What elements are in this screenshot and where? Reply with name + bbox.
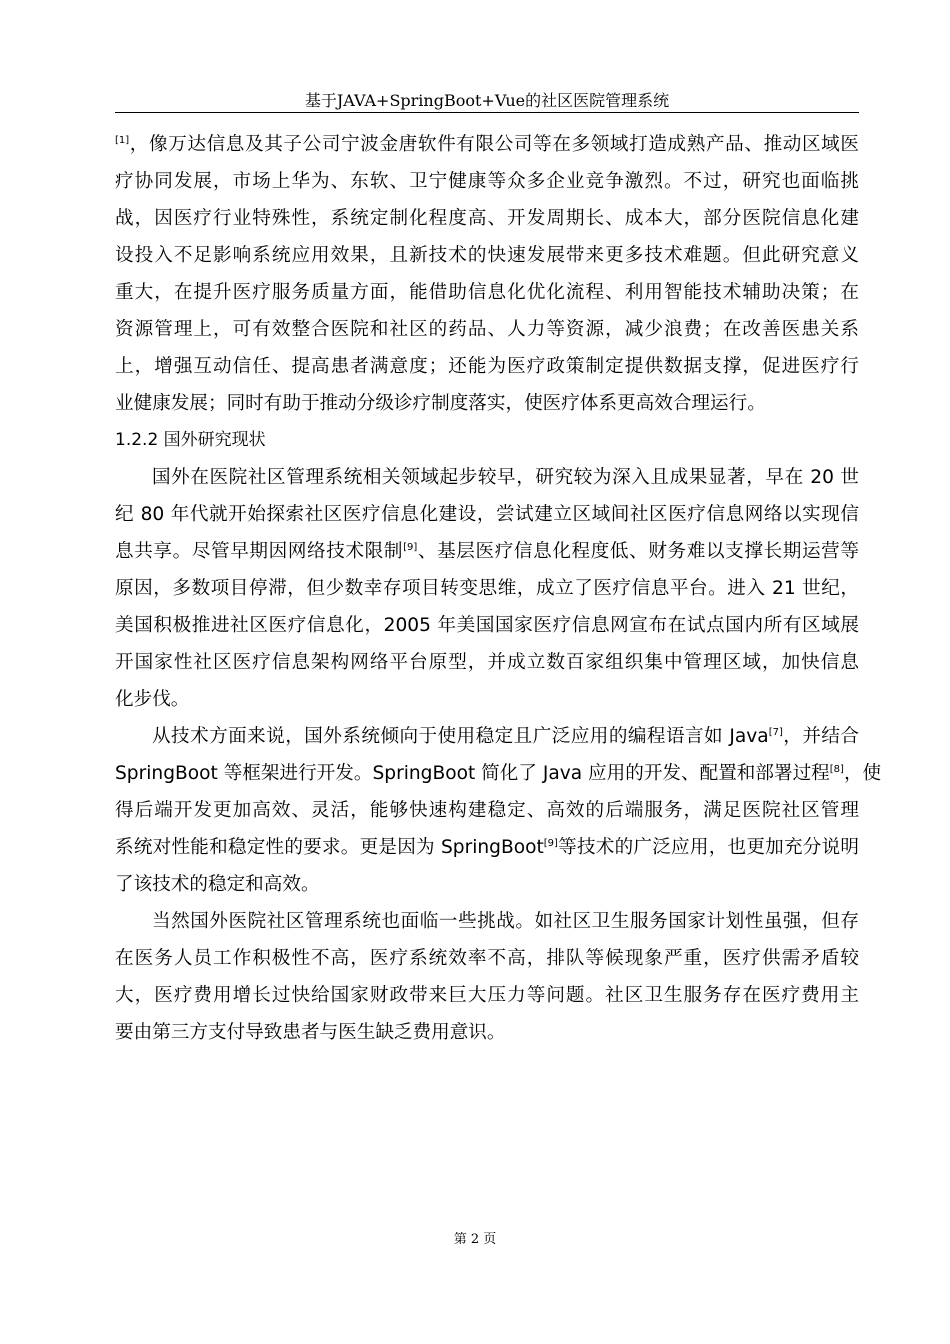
text-line bbox=[115, 533, 859, 570]
line-text: 要由第三方支付导致患者与医生缺乏费用意识。 bbox=[115, 1022, 506, 1043]
text-line bbox=[115, 496, 859, 533]
line-text: 了该技术的稳定和高效。 bbox=[115, 874, 320, 895]
text-line bbox=[115, 237, 859, 274]
text-line bbox=[115, 274, 859, 311]
line-text: 从技术方面来说，国外系统倾向于使用稳定且广泛应用的编程语言如 Java bbox=[152, 726, 769, 747]
text-line bbox=[115, 200, 859, 237]
text-line bbox=[115, 607, 859, 644]
text-line bbox=[115, 570, 859, 607]
text-line bbox=[115, 385, 859, 422]
header-rule bbox=[115, 112, 859, 113]
paragraph bbox=[115, 718, 882, 903]
text-line bbox=[115, 940, 859, 977]
text-line bbox=[115, 311, 859, 348]
text-line bbox=[115, 459, 859, 496]
line-text: 当然国外医院社区管理系统也面临一些挑战。如社区卫生服务国家计划性虽强，但存 bbox=[152, 911, 859, 932]
line-text: SpringBoot 等框架进行开发。SpringBoot 简化了 Java 应用的开发、配置和部署过程 bbox=[115, 763, 830, 784]
line-text: 开国家性社区医疗信息架构网络平台原型，并成立数百家组织集中管理区域，加快信息 bbox=[115, 652, 859, 673]
line-text: ，并结合 bbox=[782, 726, 859, 747]
line-text: 化步伐。 bbox=[115, 689, 190, 710]
line-text: 战，因医疗行业特殊性，系统定制化程度高、开发周期长、成本大，部分医院信息化建 bbox=[115, 208, 859, 229]
text-line bbox=[115, 977, 859, 1014]
text-line bbox=[115, 718, 859, 755]
citation-superscript: [8] bbox=[829, 764, 844, 775]
line-text: 在医务人员工作积极性不高，医疗系统效率不高，排队等候现象严重，医疗供需矛盾较 bbox=[115, 948, 859, 969]
line-text: 原因，多数项目停滞，但少数幸存项目转变思维，成立了医疗信息平台。进入 21 世纪， bbox=[115, 578, 859, 599]
line-text: 系统对性能和稳定性的要求。更是因为 SpringBoot bbox=[115, 837, 544, 858]
paragraph bbox=[115, 903, 859, 1051]
text-line bbox=[115, 1014, 859, 1051]
line-text: 资源管理上，可有效整合医院和社区的药品、人力等资源，减少浪费；在改善医患关系 bbox=[115, 319, 859, 340]
text-line bbox=[115, 866, 859, 903]
text-line bbox=[115, 829, 859, 866]
citation-superscript: [7] bbox=[768, 727, 783, 738]
text-line bbox=[115, 348, 859, 385]
line-text: ，像万达信息及其子公司宁波金唐软件有限公司等在多领域打造成熟产品、推动区域医 bbox=[129, 134, 859, 155]
line-text: 上，增强互动信任、提高患者满意度；还能为医疗政策制定提供数据支撑，促进医疗行 bbox=[115, 356, 859, 377]
running-header: 基于JAVA+SpringBoot+Vue的社区医院管理系统 bbox=[304, 91, 670, 110]
line-text: 息共享。尽管早期因网络技术限制 bbox=[115, 541, 404, 562]
document-body bbox=[115, 126, 882, 1051]
text-line bbox=[115, 681, 859, 718]
text-line bbox=[115, 163, 859, 200]
text-line bbox=[115, 644, 859, 681]
text-line bbox=[115, 903, 859, 940]
citation-superscript: [1] bbox=[115, 135, 130, 146]
paragraph bbox=[115, 126, 859, 422]
citation-superscript: [9] bbox=[403, 542, 418, 553]
line-text: 重大，在提升医疗服务质量方面，能借助信息化优化流程、利用智能技术辅助决策；在 bbox=[115, 282, 859, 303]
line-text: ，使 bbox=[843, 763, 882, 784]
line-text: 大，医疗费用增长过快给国家财政带来巨大压力等问题。社区卫生服务存在医疗费用主 bbox=[115, 985, 859, 1006]
paragraph bbox=[115, 459, 859, 718]
line-text: 等技术的广泛应用，也更加充分说明 bbox=[557, 837, 859, 858]
section-heading: 1.2.2 国外研究现状 bbox=[115, 430, 266, 450]
line-text: 美国积极推进社区医疗信息化，2005 年美国国家医疗信息网宣布在试点国内所有区域展 bbox=[115, 615, 859, 636]
text-line bbox=[115, 755, 882, 792]
line-text: 设投入不足影响系统应用效果，且新技术的快速发展带来更多技术难题。但此研究意义 bbox=[115, 245, 859, 266]
text-line bbox=[115, 126, 859, 163]
line-text: 得后端开发更加高效、灵活，能够快速构建稳定、高效的后端服务，满足医院社区管理 bbox=[115, 800, 859, 821]
page-number: 第 2 页 bbox=[453, 1232, 497, 1247]
text-line bbox=[115, 792, 859, 829]
line-text: 国外在医院社区管理系统相关领域起步较早，研究较为深入且成果显著，早在 20 世 bbox=[152, 467, 859, 488]
line-text: 疗协同发展，市场上华为、东软、卫宁健康等众多企业竞争激烈。不过，研究也面临挑 bbox=[115, 171, 859, 192]
line-text: 纪 80 年代就开始探索社区医疗信息化建设，尝试建立区域间社区医疗信息网络以实现信 bbox=[115, 504, 859, 525]
line-text: 、基层医疗信息化程度低、财务难以支撑长期运营等 bbox=[417, 541, 859, 562]
citation-superscript: [9] bbox=[543, 838, 558, 849]
line-text: 业健康发展；同时有助于推动分级诊疗制度落实，使医疗体系更高效合理运行。 bbox=[115, 393, 766, 414]
